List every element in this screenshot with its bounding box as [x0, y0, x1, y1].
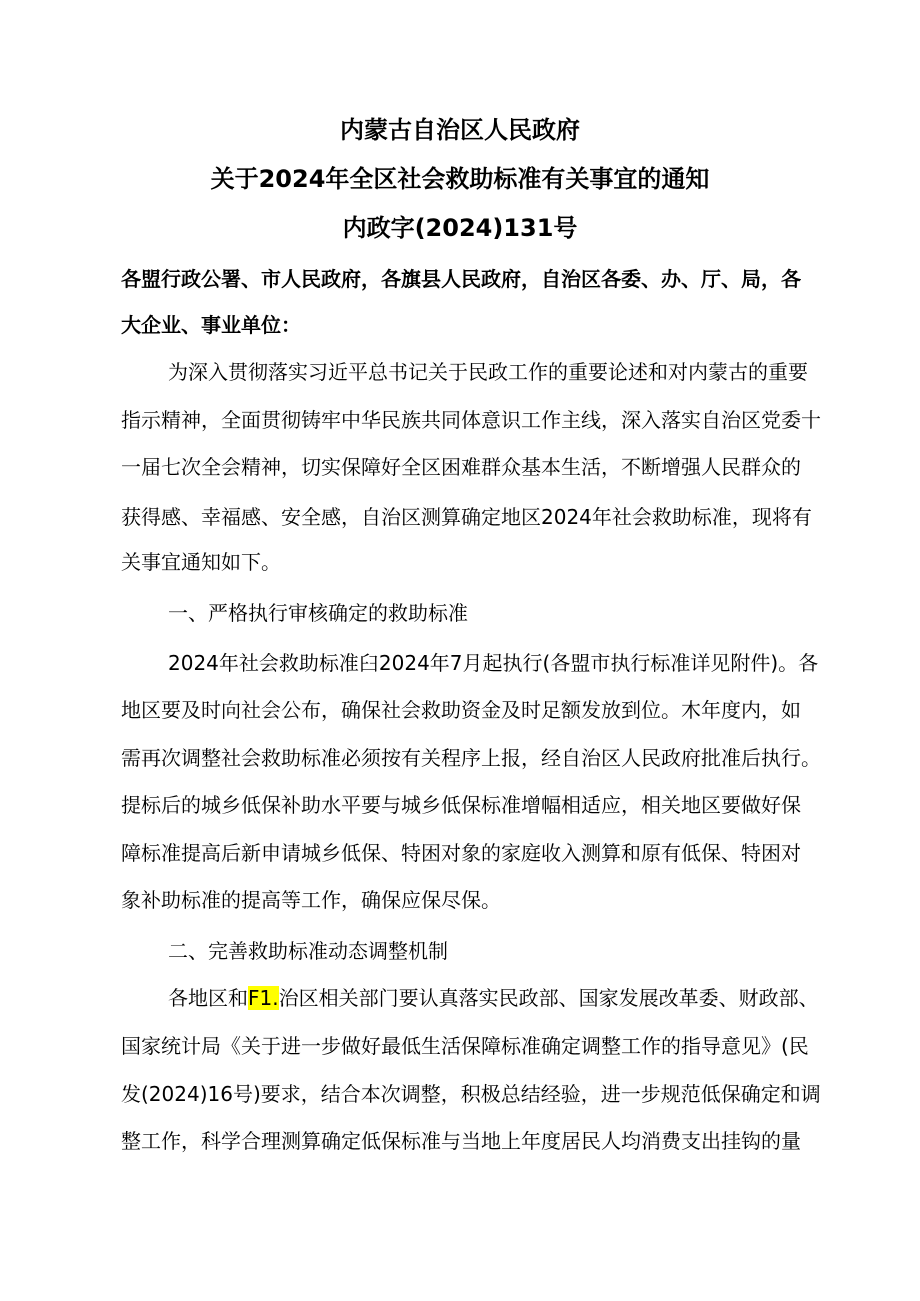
section-1-line-5: 障标准提高后新申请城乡低保、特困对象的家庭收入测算和原有低保、特困对 — [121, 841, 801, 865]
section-2-line-2: 国家统计局《关于进一步做好最低生活保障标准确定调整工作的指导意见》(民 — [121, 1034, 809, 1058]
addressee-line-1: 各盟行政公署、市人民政府，各旗县人民政府，自治区各委、办、厅、局，各 — [121, 267, 801, 291]
title-line-2: 关于2024年全区社会救助标准有关事宜的通知 — [210, 165, 710, 193]
section-1-line-6: 象补助标准的提高等工作，确保应保尽保。 — [121, 888, 501, 912]
document-number: 内政字(2024)131号 — [342, 214, 578, 242]
title-line-1: 内蒙古自治区人民政府 — [340, 116, 580, 144]
section-1-heading: 一、严格执行审核确定的救助标准 — [168, 601, 468, 625]
intro-line-1: 为深入贯彻落实习近平总书记关于民政工作的重要论述和对内蒙古的重要 — [168, 360, 808, 384]
section-1-line-3: 需再次调整社会救助标准必须按有关程序上报，经自治区人民政府批准后执行。 — [121, 746, 821, 770]
section-1-line-1: 2024年社会救助标准臼2024年7月起执行(各盟市执行标准详见附件)。各 — [168, 651, 819, 675]
highlighted-text: F1. — [248, 986, 279, 1010]
section-2-heading: 二、完善救助标准动态调整机制 — [168, 939, 448, 963]
addressee-line-2: 大企业、事业单位： — [121, 313, 301, 337]
section-2-line-1-before: 各地区和 — [168, 986, 248, 1010]
intro-line-4: 获得感、幸福感、安全感，自治区测算确定地区2024年社会救助标准，现将有 — [121, 505, 812, 529]
intro-line-5: 关事宜通知如下。 — [121, 550, 281, 574]
section-2-line-1-after: 治区相关部门要认真落实民政部、国家发展改革委、财政部、 — [278, 986, 819, 1010]
intro-line-2: 指示精神，全面贯彻铸牢中华民族共同体意识工作主线，深入落实自治区党委十 — [121, 408, 821, 432]
section-2-line-4: 整工作，科学合理测算确定低保标准与当地上年度居民人均消费支出挂钩的量 — [121, 1129, 801, 1153]
section-2-line-1 — [168, 983, 819, 1013]
intro-line-3: 一届七次全会精神，切实保障好全区困难群众基本生活，不断增强人民群众的 — [121, 455, 801, 479]
section-1-line-4: 提标后的城乡低保补助水平要与城乡低保标准增幅相适应，相关地区要做好保 — [121, 793, 801, 817]
section-2-line-3: 发(2024)16号)要求，结合本次调整，积极总结经验，进一步规范低保确定和调 — [121, 1082, 821, 1106]
section-1-line-2: 地区要及时向社会公布，确保社会救助资金及时足额发放到位。木年度内，如 — [121, 698, 801, 722]
